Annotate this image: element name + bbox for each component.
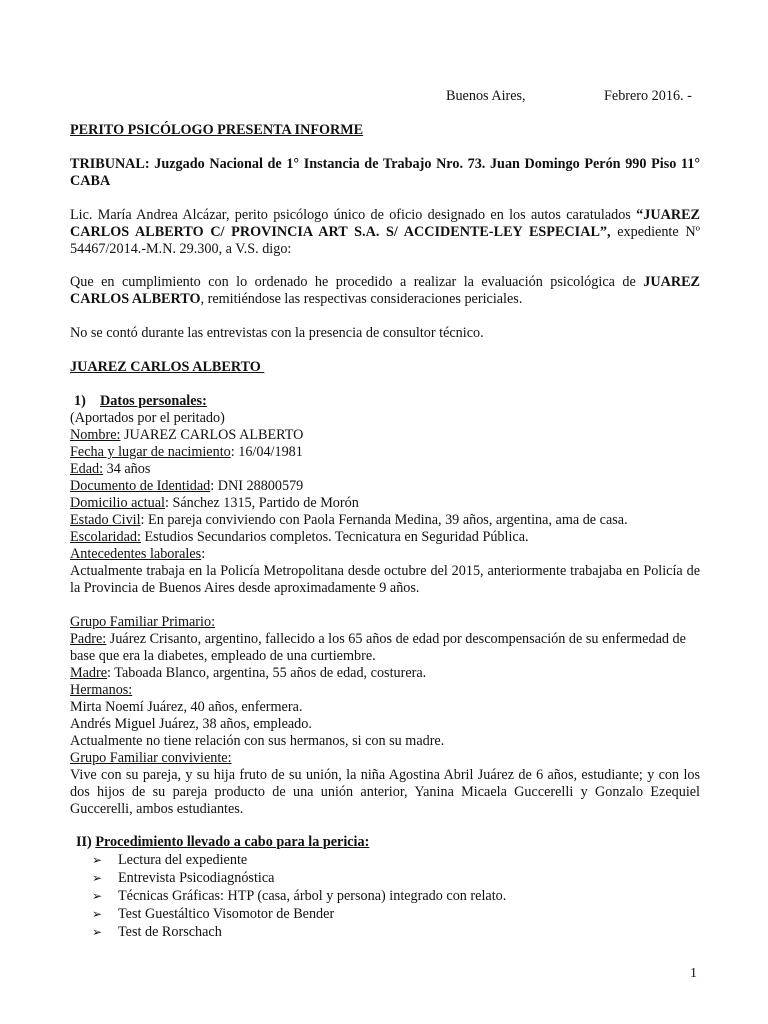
father-text: Juárez Crisanto, argentino, fallecido a los 65 años de edad por descompensación de su enfermedad de base que era la diabetes, empleado de una curtiembre. [70,631,686,664]
document-body [70,88,700,941]
section2-number: II) [76,834,92,850]
section1-heading [74,393,700,410]
primary-family-label: Grupo Familiar Primario: [70,614,216,630]
tribunal-label: TRIBUNAL: [70,156,150,172]
subject-heading: JUAREZ CARLOS ALBERTO [70,359,265,375]
field-address [70,495,700,512]
family-section [70,614,700,818]
list-item-text: Entrevista Psicodiagnóstica [118,870,275,886]
father-label: Padre: [70,631,107,647]
intro-pre: Lic. María Andrea Alcázar, perito psicólogo único de oficio designado en los autos caratulados [70,207,637,223]
cohabiting-text: Vive con su pareja, y su hija fruto de su unión, la niña Agostina Abril Juárez de 6 años, estudiante; y con los dos hijos de su pareja producto de una unión anterior, Yanina Micaela Guccerelli y Gonzalo Ezequiel Guccerelli, ambos estudiantes. [70,767,700,817]
sibling-line: Andrés Miguel Juárez, 38 años, empleado. [70,716,312,732]
field-value: Estudios Secundarios completos. Tecnicatura en Seguridad Pública. [140,529,529,545]
field-label: Fecha y lugar de nacimiento [70,444,231,460]
field-label: Estado Civil [70,512,141,528]
section2-title: Procedimiento llevado a cabo para la pericia: [95,834,370,850]
intro-post: expediente Nº 54467/2014.-M.N. 29.300, a V.S. digo: [70,224,700,257]
arrow-bullet-icon: ➢ [92,889,103,903]
tribunal-text: Juzgado Nacional de 1° Instancia de Trabajo Nro. 73. Juan Domingo Perón 990 Piso 11° CABA [70,156,701,189]
field-value: : 16/04/1981 [230,444,303,460]
list-item-text: Lectura del expediente [118,852,248,868]
cohabiting-label: Grupo Familiar conviviente: [70,750,232,766]
field-value: : DNI 28800579 [210,478,304,494]
evaluation-paragraph [70,274,700,308]
sibling-line: Actualmente no tiene relación con sus hermanos, si con su madre. [70,733,445,749]
list-item-text: Test de Rorschach [118,924,222,940]
evaluated-name: JUAREZ CARLOS ALBERTO [70,274,700,307]
evaluation-pre: Que en cumplimiento con lo ordenado he procedido a realizar la evaluación psicológica de [70,274,644,290]
case-name: “JUAREZ CARLOS ALBERTO C/ PROVINCIA ART S.A. S/ ACCIDENTE-LEY ESPECIAL”, [70,207,700,240]
mother-text: : Taboada Blanco, argentina, 55 años de edad, costurera. [107,665,427,681]
field-age [70,461,700,478]
evaluation-post: , remitiéndose las respectivas consideraciones periciales. [200,291,523,307]
source-note: (Aportados por el peritado) [70,410,225,426]
field-name [70,427,700,444]
intro-paragraph [70,207,700,258]
field-value: : Sánchez 1315, Partido de Morón [164,495,359,511]
section1-number: 1) [74,393,86,409]
page-number: 1 [690,966,697,981]
section2-heading [76,834,700,851]
list-item [92,905,700,923]
field-birth [70,444,700,461]
field-label: Escolaridad: [70,529,141,545]
field-label: Edad: [70,461,104,477]
field-label: Antecedentes laborales [70,546,202,562]
field-work-history [70,546,700,563]
mother-paragraph [70,665,700,682]
list-item [92,887,700,905]
section1-title: Datos personales: [100,393,207,409]
document-date: Febrero 2016. - [604,88,692,104]
list-item-text: Técnicas Gráficas: HTP (casa, árbol y persona) integrado con relato. [118,888,507,904]
tribunal-paragraph [70,156,700,190]
field-colon: : [201,546,206,562]
field-id [70,478,700,495]
personal-fields [70,427,700,597]
mother-label: Madre [70,665,108,681]
work-history-text: Actualmente trabaja en la Policía Metropolitana desde octubre del 2015, anteriormente trabajaba en Policía de la Provincia de Buenos Aires desde aproximadamente 9 años. [70,563,700,596]
field-value: : En pareja conviviendo con Paola Fernanda Medina, 39 años, argentina, ama de casa. [140,512,628,528]
siblings-label: Hermanos: [70,682,133,698]
list-item-text: Test Guestáltico Visomotor de Bender [118,906,335,922]
arrow-bullet-icon: ➢ [92,907,103,921]
field-value: JUAREZ CARLOS ALBERTO [120,427,304,443]
city: Buenos Aires, [446,88,526,104]
arrow-bullet-icon: ➢ [92,871,103,885]
father-paragraph [70,631,700,665]
field-value: 34 años [103,461,151,477]
arrow-bullet-icon: ➢ [92,853,103,867]
list-item [92,869,700,887]
procedure-list [92,851,700,941]
list-item [92,923,700,941]
arrow-bullet-icon: ➢ [92,925,103,939]
field-label: Nombre: [70,427,121,443]
consultant-note: No se contó durante las entrevistas con la presencia de consultor técnico. [70,325,484,341]
sibling-line: Mirta Noemí Juárez, 40 años, enfermera. [70,699,303,715]
field-education [70,529,700,546]
field-label: Domicilio actual [70,495,165,511]
field-label: Documento de Identidad [70,478,211,494]
list-item [92,851,700,869]
field-civil-status [70,512,700,529]
document-title: PERITO PSICÓLOGO PRESENTA INFORME [70,122,364,138]
